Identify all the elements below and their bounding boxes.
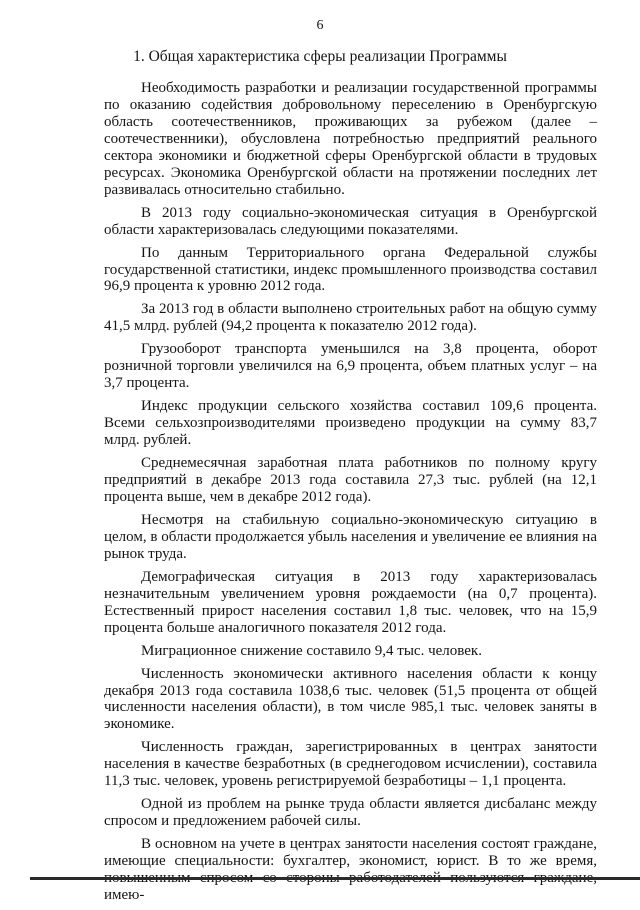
paragraph: Среднемесячная заработная плата работников по полному кругу предприятий в декабре 2013 года составила 27,3 тыс. рублей (на 12,1 процента выше, чем в декабре 2012 года). [104, 455, 597, 505]
page-number: 6 [316, 18, 324, 33]
paragraph: По данным Территориального органа Федеральной службы государственной статистики, индекс промышленного производства составил 96,9 процента к уровню 2012 года. [104, 244, 597, 295]
paragraph: Численность граждан, зарегистрированных в центрах занятости населения в качестве безработных (в среднегодовом исчислении), составила 11,3 тыс. человек, уровень регистрируемой безработицы – 1,1 процента. [104, 739, 597, 790]
paragraph: Несмотря на стабильную социально-экономическую ситуацию в целом, в области продолжается убыль населения и увеличение ее влияния на рынок труда. [104, 511, 597, 562]
paragraph: Одной из проблем на рынке труда области является дисбаланс между спросом и предложением рабочей силы. [104, 796, 597, 830]
section-title: 1. Общая характеристика сферы реализации Программы [133, 48, 507, 65]
paragraph: Грузооборот транспорта уменьшился на 3,8 процента, оборот розничной торговли увеличился на 6,9 процента, объем платных услуг – на 3,7 процента. [104, 341, 597, 392]
paragraph: Миграционное снижение составило 9,4 тыс. человек. [141, 642, 482, 659]
paragraph: Демографическая ситуация в 2013 году характеризовалась незначительным увеличением уровня рождаемости (на 0,7 процента). Естественный прирост населения составил 1,8 тыс. человек, что на 15,9 процента больше аналогичного показателя 2012 года. [104, 568, 597, 636]
paragraph: За 2013 год в области выполнено строительных работ на общую сумму 41,5 млрд. рублей (94,2 процента к показателю 2012 года). [104, 301, 597, 335]
paragraph: Необходимость разработки и реализации государственной программы по оказанию содействия добровольному переселению в Оренбургскую область соотечественников, проживающих за рубежом (далее – соотечественники), обусловлена потребностью предприятий реального сектора экономики и бюджетной сферы Оренбургской области в трудовых ресурсах. Экономика Оренбургской области на протяжении последних лет развивалась относительно стабильно. [104, 80, 597, 198]
document-body [104, 80, 597, 910]
paragraph: Численность экономически активного населения области к концу декабря 2013 года составила 1038,6 тыс. человек (51,5 процента от общей численности населения области), в том числе 985,1 тыс. человек заняты в экономике. [104, 665, 597, 733]
paragraph: Индекс продукции сельского хозяйства составил 109,6 процента. Всеми сельхозпроизводителями произведено продукции на сумму 83,7 млрд. рублей. [104, 398, 597, 449]
paragraph: В 2013 году социально-экономическая ситуация в Оренбургской области характеризовалась следующими показателями. [104, 204, 597, 238]
paragraph: В основном на учете в центрах занятости населения состоят граждане, имеющие специальности: бухгалтер, экономист, юрист. В то же время, имею- [104, 836, 597, 903]
scan-edge-divider [30, 877, 640, 880]
